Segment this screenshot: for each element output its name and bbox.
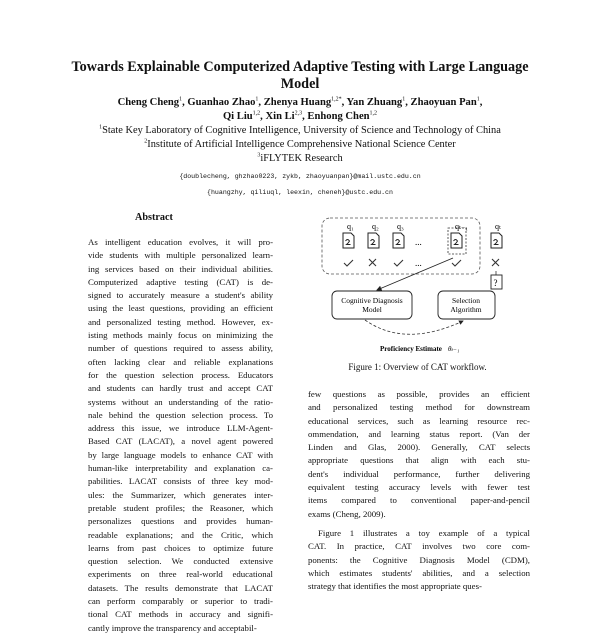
- question-t-icon: [491, 233, 502, 248]
- cross-icon: [492, 259, 499, 266]
- check-icon: [452, 260, 461, 266]
- figure-cat-workflow: [305, 213, 530, 358]
- workflow-diagram: [305, 213, 530, 358]
- text-line: question selection. We conducted extensive: [88, 556, 273, 567]
- email-line-1: {doublecheng, ghzhao0223, zykb, zhaoyuanpan}@mail.ustc.edu.cn: [179, 173, 421, 180]
- affiliation-text: iFLYTEK Research: [260, 153, 343, 164]
- author-sup: 1,2*: [331, 96, 342, 103]
- text-line: Linden and Glas, 2000). Generally, CAT selects: [308, 442, 530, 453]
- affiliation-text: State Key Laboratory of Cognitive Intelligence, University of Science and Technology of China: [102, 125, 501, 136]
- affiliation-sup: 3: [257, 152, 261, 159]
- text-line: vide students with multiple personalized learn-: [88, 250, 273, 261]
- affiliation-2: [40, 138, 560, 152]
- text-line: strategy that identifies the most appropriate ques-: [308, 581, 482, 592]
- intro-body: [308, 388, 530, 593]
- text-line: exams (Cheng, 2009).: [308, 508, 386, 519]
- affiliation-sup: 2: [144, 138, 148, 145]
- text-line: and personalized testing method for downstream: [308, 402, 530, 413]
- text-line: appropriate questions that align with each stu-: [308, 455, 530, 466]
- author-name: Qi Liu: [222, 111, 253, 122]
- affiliation-1: [40, 124, 560, 138]
- text-line: and students can hardly trust and accept CAT: [88, 383, 273, 394]
- text-line: items compared to conventional paper-and-pencil: [308, 495, 530, 506]
- author-sup: 1: [476, 96, 480, 103]
- estimate-label: Proficiency Estimate: [380, 345, 442, 353]
- author-name: Zhenya Huang: [263, 97, 332, 108]
- figure-caption: Figure 1: Overview of CAT workflow.: [348, 362, 487, 372]
- author-sup: 1,2: [252, 110, 261, 117]
- title-line-1: Towards Explainable Computerized Adaptive Testing with Large Language: [71, 59, 529, 75]
- check-icon: [394, 260, 403, 266]
- author-name: Xin Li: [265, 111, 295, 122]
- estimate-symbol: θₜ₋₁: [448, 345, 460, 353]
- text-line: ules: the Summarizer, which generates inter-: [88, 489, 273, 500]
- q-label-2: q₂: [372, 222, 379, 231]
- text-line: equivalent testing accuracy levels with fewer test: [308, 482, 530, 493]
- q-label-3: q₃: [397, 222, 404, 231]
- text-line: pabilities. LACAT consists of three key mod-: [88, 476, 273, 487]
- paper-title: [40, 59, 560, 93]
- selection-label-2: Algorithm: [450, 305, 482, 314]
- text-line: signed to accurately measure a student's ability: [88, 290, 273, 301]
- abstract-heading: Abstract: [135, 212, 173, 223]
- text-line: can perform comparably or superior to tradi-: [88, 596, 273, 607]
- text-line: number of questions required to assess ability,: [88, 343, 273, 354]
- text-line: CAT. In practice, CAT involves two core com-: [308, 541, 530, 552]
- email-line-2: {huangzhy, qiliuql, leexin, cheneh}@ustc.edu.cn: [207, 189, 393, 196]
- author-name: Enhong Chen: [307, 111, 370, 122]
- text-line: often lacking clear and reliable explanations: [88, 356, 273, 367]
- text-line: cantly improve the transparency and acceptabil-: [88, 622, 257, 633]
- author-name: Yan Zhuang: [346, 97, 403, 108]
- author-sup: 1: [402, 96, 406, 103]
- question-3-icon: [393, 233, 404, 248]
- author-sup: 2,3: [294, 110, 303, 117]
- author-list: Cheng Cheng$^1$, Guanhao Zhao$^1$, Zhenya Huang$^{1,2*}$, Yan Zhuang$^1$, Zhaoyuan Pan$^1$, Qi Liu$^{1,2}$, Xin Li$^{2,3}$, Enhong Chen$^{1,2}$: [117, 96, 483, 122]
- text-line: using the least questions, providing an efficient: [88, 303, 273, 314]
- affiliation-sup: 1: [99, 124, 103, 131]
- text-line: ponents: the Cognitive Diagnosis Model (CDM),: [308, 554, 530, 565]
- affiliation-3: [40, 152, 560, 166]
- author-sup: 1: [255, 96, 259, 103]
- author-name: Guanhao Zhao: [187, 97, 256, 108]
- text-line: few questions as possible, provides an efficient: [308, 389, 530, 399]
- text-line: which estimates students' abilities, and a selection: [308, 567, 530, 578]
- text-line: nale behind the question selection process. To: [88, 409, 273, 420]
- text-line: datasets. The results demonstrate that LACAT: [88, 582, 273, 593]
- affiliations: [40, 124, 560, 166]
- text-line: for the question selection process. Educators: [88, 369, 273, 380]
- title-line-2: Model: [280, 76, 320, 92]
- question-2-icon: [368, 233, 379, 248]
- author-sup: 1: [179, 96, 183, 103]
- author-name: Cheng Cheng: [117, 97, 180, 108]
- text-line: systems without an understanding of the ratio-: [88, 396, 273, 407]
- abstract-body: [88, 236, 273, 635]
- author-sup: 1,2: [369, 110, 378, 117]
- text-line: pretable student profiles; the Reasoner, which: [88, 502, 273, 513]
- text-line: personalizes questions and provides human-: [88, 516, 273, 527]
- question-ellipsis: ...: [415, 237, 422, 247]
- text-line: readable explanations; and the Critic, which: [88, 529, 273, 540]
- cdm-label-2: Model: [362, 305, 382, 314]
- author-emails: [40, 169, 560, 201]
- estimate-flow: [365, 320, 463, 334]
- text-line: experiments on three real-world educational: [88, 569, 273, 580]
- text-line: dent's individual performance, further delivering: [308, 468, 530, 479]
- author-name: Zhaoyuan Pan: [410, 97, 477, 108]
- question-t-1-icon: [451, 233, 462, 248]
- cdm-label-1: Cognitive Diagnosis: [341, 296, 403, 305]
- intro-paragraph-1: [308, 388, 530, 521]
- text-line: human-like interpretability and explanation ca-: [88, 463, 273, 474]
- cross-icon: [369, 259, 376, 266]
- intro-paragraph-2: [308, 527, 530, 593]
- text-line: tional CAT methods in accuracy and signifi-: [88, 609, 273, 620]
- text-line: Computerized adaptive testing (CAT) is de-: [88, 276, 273, 287]
- text-line: educational services, such as learning resource rec-: [308, 415, 530, 426]
- q-label-t-1: qₜ₋₁: [455, 222, 468, 231]
- text-line: Figure 1 illustrates a toy example of a typical: [318, 527, 530, 538]
- text-line: As intelligent education evolves, it will pro-: [88, 237, 273, 247]
- text-line: isting methods mainly focus on minimizing the: [88, 330, 273, 341]
- text-line: learns from past choices to optimize future: [88, 542, 273, 553]
- check-icon: [344, 260, 353, 266]
- question-1-icon: [343, 233, 354, 248]
- text-line: and personalized testing method. However, ex-: [88, 316, 273, 327]
- q-label-1: q₁: [347, 222, 354, 231]
- affiliation-text: Institute of Artificial Intelligence Comprehensive National Science Center: [147, 139, 456, 150]
- text-line: ing services based on their individual abilities.: [88, 263, 273, 274]
- q-label-t: qₜ: [495, 222, 501, 231]
- unknown-mark: ?: [493, 278, 498, 288]
- marks-ellipsis: ...: [415, 258, 422, 268]
- selection-label-1: Selection: [452, 296, 480, 305]
- text-line: ommendation, and learning status report. (Van der: [308, 428, 530, 439]
- text-line: by large language models to enhance CAT with: [88, 449, 273, 460]
- text-line: Based CAT (LACAT), a novel agent powered: [88, 436, 273, 447]
- text-line: address this issue, we introduce LLM-Agent-: [88, 423, 273, 434]
